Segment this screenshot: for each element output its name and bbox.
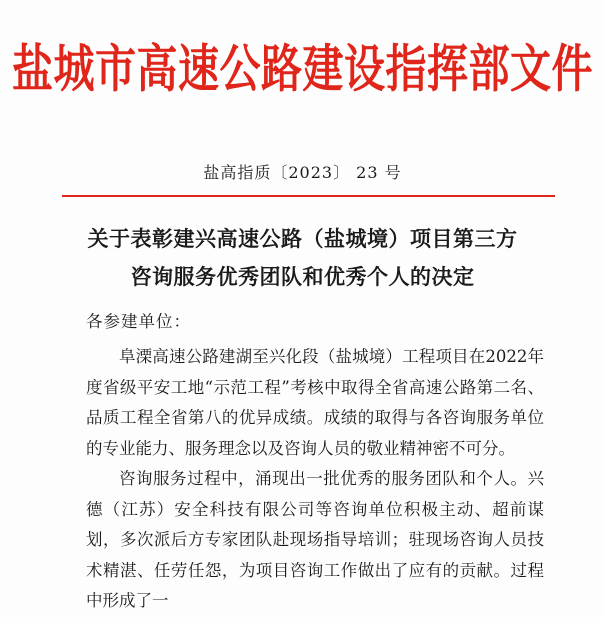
title-line-2: 咨询服务优秀团队和优秀个人的决定	[130, 264, 475, 289]
red-divider-line	[62, 195, 555, 197]
masthead-title: 盐城市高速公路建设指挥部文件	[12, 38, 593, 99]
title-line-1: 关于表彰建兴高速公路（盐城境）项目第三方	[87, 226, 518, 251]
paragraph-1: 阜溧高速公路建湖至兴化段（盐城境）工程项目在2022年度省级平安工地“示范工程”考核中取得全省高速公路第二名、品质工程全省第八的优异成绩。成绩的取得与各咨询服务单位的专业能力、服务理念以及咨询人员的敬业精神密不可分。	[86, 347, 544, 458]
salutation: 各参建单位：	[86, 312, 191, 331]
paragraph-2: 咨询服务过程中，涌现出一批优秀的服务团队和个人。兴德（江苏）安全科技有限公司等咨询单位积极主动、超前谋划，多次派后方专家团队赴现场指导培训；驻现场咨询人员技术精湛、任劳任怨，为项目咨询工作做出了应有的贡献。过程中形成了一	[86, 469, 544, 610]
document-title	[0, 220, 605, 296]
body-text	[86, 342, 544, 617]
document-number: 盐高指质〔2023〕 23 号	[203, 163, 402, 182]
